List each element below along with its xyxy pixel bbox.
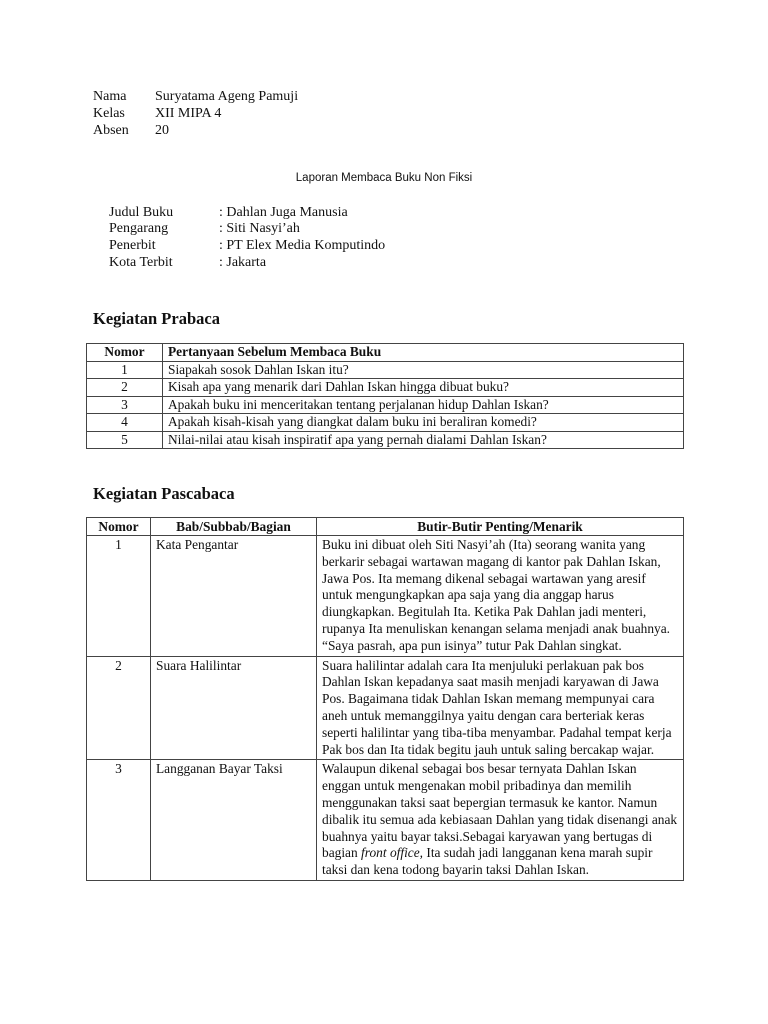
- key-points-italic-term: front office,: [361, 845, 424, 861]
- question-text: Siapakah sosok Dahlan Iskan itu?: [163, 361, 684, 379]
- student-class-row: [93, 105, 221, 122]
- book-info-row: [109, 238, 385, 254]
- section-title-prabaca: Kegiatan Prabaca: [93, 309, 220, 328]
- column-header-nomor: Nomor: [87, 344, 163, 362]
- section-title-pascabaca: Kegiatan Pascabaca: [93, 484, 235, 503]
- book-info-label: Pengarang: [109, 221, 169, 236]
- absen-label: Absen: [93, 123, 129, 138]
- book-info-label: Kota Terbit: [109, 255, 173, 270]
- row-number: 1: [87, 536, 151, 657]
- class-label: Kelas: [93, 106, 125, 121]
- key-points-text: Suara halilintar adalah cara Ita menjuluki perlakuan pak bos Dahlan Iskan kepadanya saat masih menjadi karyawan di Jawa Pos. Bagaimana tidak Dahlan Iskan memang mempunyai cara aneh untuk memanggilnya yaitu dengan cara berteriak keras seperti halilintar yang tiba-tiba menyambar. Padahal tempat kerja Pak bos dan Ita tidak begitu jauh untuk saling bercakap wajar.: [317, 656, 684, 760]
- book-info-value: : PT Elex Media Komputindo: [219, 238, 386, 253]
- row-number: 3: [87, 760, 151, 881]
- book-info-value: : Dahlan Juga Manusia: [219, 205, 348, 220]
- row-number: 3: [87, 396, 163, 414]
- table-row: [87, 361, 684, 379]
- table-row: [87, 414, 684, 432]
- book-info-value: : Jakarta: [219, 255, 267, 270]
- key-points-text-part: Ita sudah jadi langganan kena marah supir taksi dan kena todong bayarin taksi Dahlan Iskan.: [322, 845, 653, 878]
- key-points-text-part: Walaupun dikenal sebagai bos besar ternyata Dahlan Iskan enggan untuk mengenakan mobil pribadinya dan memilih menggunakan taksi saat bepergian termasuk ke kantor. Namun dibalik itu semua ada kebiasaan Dahlan yang tidak disenangi anak buahnya yaitu bayar taksi.Sebagai karyawan yang bertugas di bagian: [322, 761, 678, 861]
- report-title: Laporan Membaca Buku Non Fiksi: [295, 172, 473, 184]
- table-row: [87, 379, 684, 397]
- key-points-text: Buku ini dibuat oleh Siti Nasyi’ah (Ita) seorang wanita yang berkarir sebagai wartawan magang di kantor pak Dahlan Iskan, Jawa Pos. Ita memang dikenal sebagai wartawan yang aresif untuk mengungkapkan apa saja yang dia anggap harus diungkapkan. Begitulah Ita. Ketika Pak Dahlan jadi menteri, rupanya Ita menuliskan kenangan selama menjadi anak buahnya. “Saya pasrah, apa pun isinya” tutur Pak Dahlan singkat.: [317, 536, 684, 657]
- row-number: 2: [87, 656, 151, 760]
- column-header-pertanyaan: Pertanyaan Sebelum Membaca Buku: [163, 344, 684, 362]
- prabaca-table: [86, 343, 684, 449]
- column-header-bab: Bab/Subbab/Bagian: [151, 518, 317, 536]
- pascabaca-table: [86, 517, 684, 881]
- row-number: 4: [87, 414, 163, 432]
- question-text: Nilai-nilai atau kisah inspiratif apa yang pernah dialami Dahlan Iskan?: [163, 431, 684, 449]
- row-number: 1: [87, 361, 163, 379]
- name-label: Nama: [93, 89, 127, 104]
- column-header-butir: Butir-Butir Penting/Menarik: [317, 518, 684, 536]
- book-info-label: Judul Buku: [109, 205, 174, 220]
- table-row: [87, 431, 684, 449]
- table-row: [87, 760, 684, 881]
- table-row: [87, 536, 684, 657]
- student-name-row: [93, 88, 298, 105]
- student-absen-row: [93, 122, 169, 139]
- column-header-nomor: Nomor: [87, 518, 151, 536]
- row-number: 5: [87, 431, 163, 449]
- row-number: 2: [87, 379, 163, 397]
- book-info-row: [109, 255, 266, 271]
- book-info-row: [109, 205, 348, 221]
- table-header-row: [87, 344, 684, 362]
- name-value: Suryatama Ageng Pamuji: [155, 89, 299, 104]
- chapter-title: Suara Halilintar: [151, 656, 317, 760]
- table-header-row: [87, 518, 684, 536]
- absen-value: 20: [155, 123, 169, 138]
- book-info-row: [109, 221, 300, 237]
- key-points-text: [317, 760, 684, 881]
- book-info-value: : Siti Nasyi’ah: [219, 221, 300, 236]
- table-row: [87, 656, 684, 760]
- class-value: XII MIPA 4: [155, 106, 222, 121]
- question-text: Apakah kisah-kisah yang diangkat dalam buku ini beraliran komedi?: [163, 414, 684, 432]
- chapter-title: Kata Pengantar: [151, 536, 317, 657]
- table-row: [87, 396, 684, 414]
- question-text: Apakah buku ini menceritakan tentang perjalanan hidup Dahlan Iskan?: [163, 396, 684, 414]
- question-text: Kisah apa yang menarik dari Dahlan Iskan hingga dibuat buku?: [163, 379, 684, 397]
- book-info-label: Penerbit: [109, 238, 156, 253]
- chapter-title: Langganan Bayar Taksi: [151, 760, 317, 881]
